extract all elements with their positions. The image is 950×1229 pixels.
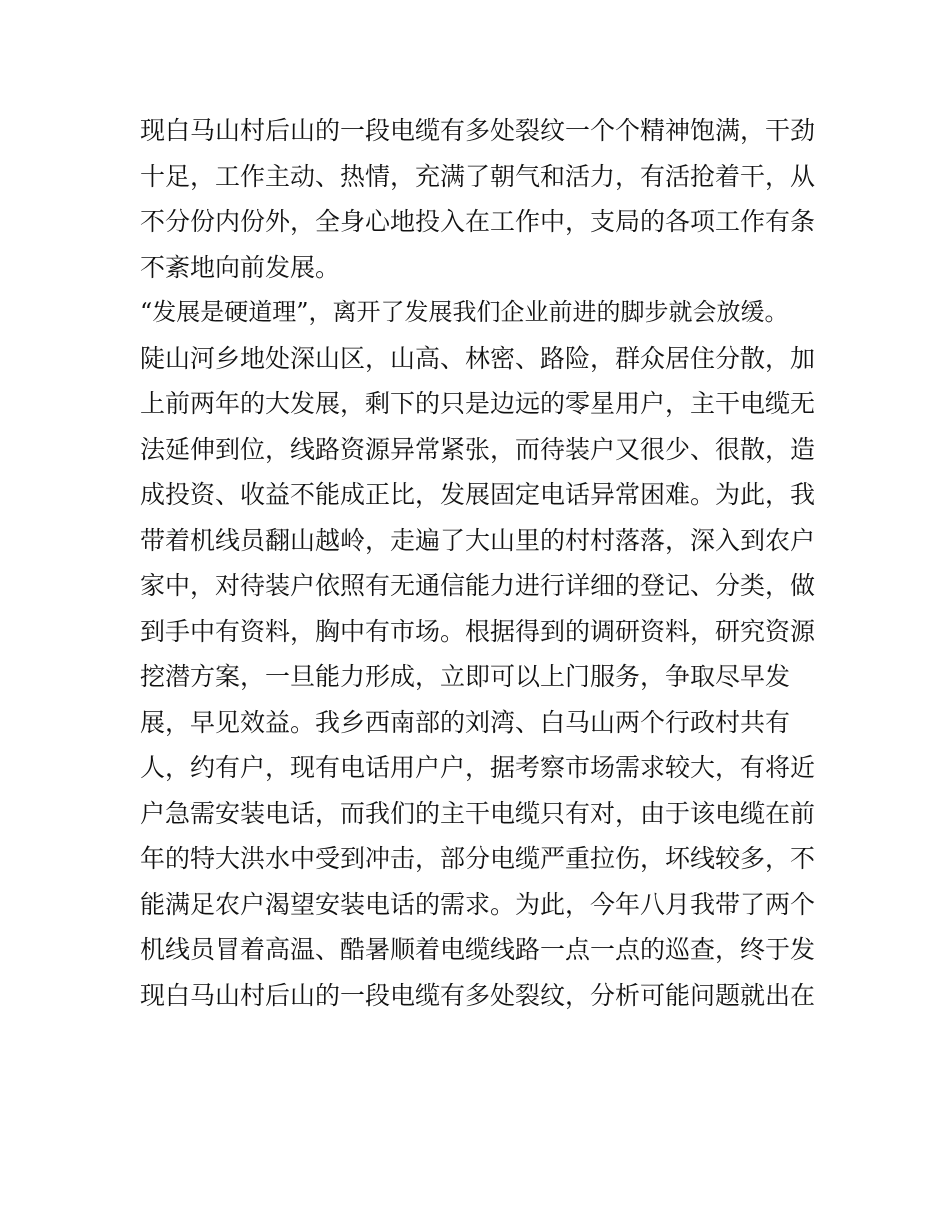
text-line: 展，早见效益。我乡西南部的刘湾、白马山两个行政村共有 — [140, 707, 791, 737]
text-line: 家中，对待装户依照有无通信能力进行详细的登记、分类，做 — [140, 571, 816, 600]
text-line: “发展是硬道理”，离开了发展我们企业前进的脚步就会放缓。 — [140, 298, 789, 326]
text-line: 不分份内份外，全身心地投入在工作中，支局的各项工作有条 — [140, 207, 816, 236]
text-line: 到手中有资料，胸中有市场。根据得到的调研资料，研究资源 — [140, 616, 816, 646]
text-line: 年的特大洪水中受到冲击，部分电缆严重拉伤，坏线较多，不 — [140, 844, 816, 873]
text-line: 带着机线员翻山越岭，走遍了大山里的村村落落，深入到农户 — [140, 525, 816, 555]
text-line: 成投资、收益不能成正比，发展固定电话异常困难。为此，我 — [140, 480, 816, 509]
text-line: 能满足农户渴望安装电话的需求。为此，今年八月我带了两个 — [140, 889, 816, 919]
text-line: 不紊地向前发展。 — [140, 252, 341, 282]
text-line: 现白马山村后山的一段电缆有多处裂纹一个个精神饱满，干劲 — [140, 116, 816, 145]
text-line: 十足，工作主动、热情，充满了朝气和活力，有活抢着干，从 — [140, 161, 816, 191]
text-line: 上前两年的大发展，剩下的只是边远的零星用户，主干电缆无 — [140, 389, 816, 418]
text-line: 陡山河乡地处深山区，山高、林密、路险，群众居住分散，加 — [140, 343, 816, 373]
text-line: 挖潜方案，一旦能力形成，立即可以上门服务，争取尽早发 — [140, 662, 791, 691]
body-text — [140, 108, 830, 1018]
text-line: 法延伸到位，线路资源异常紧张，而待装户又很少、很散，造 — [140, 434, 816, 464]
text-line: 人，约有户，现有电话用户户，据考察市场需求较大，有将近 — [140, 753, 816, 782]
text-line: 现白马山村后山的一段电缆有多处裂纹，分析可能问题就出在 — [140, 980, 816, 1010]
text-line: 机线员冒着高温、酷暑顺着电缆线路一点一点的巡查，终于发 — [140, 935, 816, 964]
text-line: 户急需安装电话，而我们的主干电缆只有对，由于该电缆在前 — [140, 798, 816, 828]
